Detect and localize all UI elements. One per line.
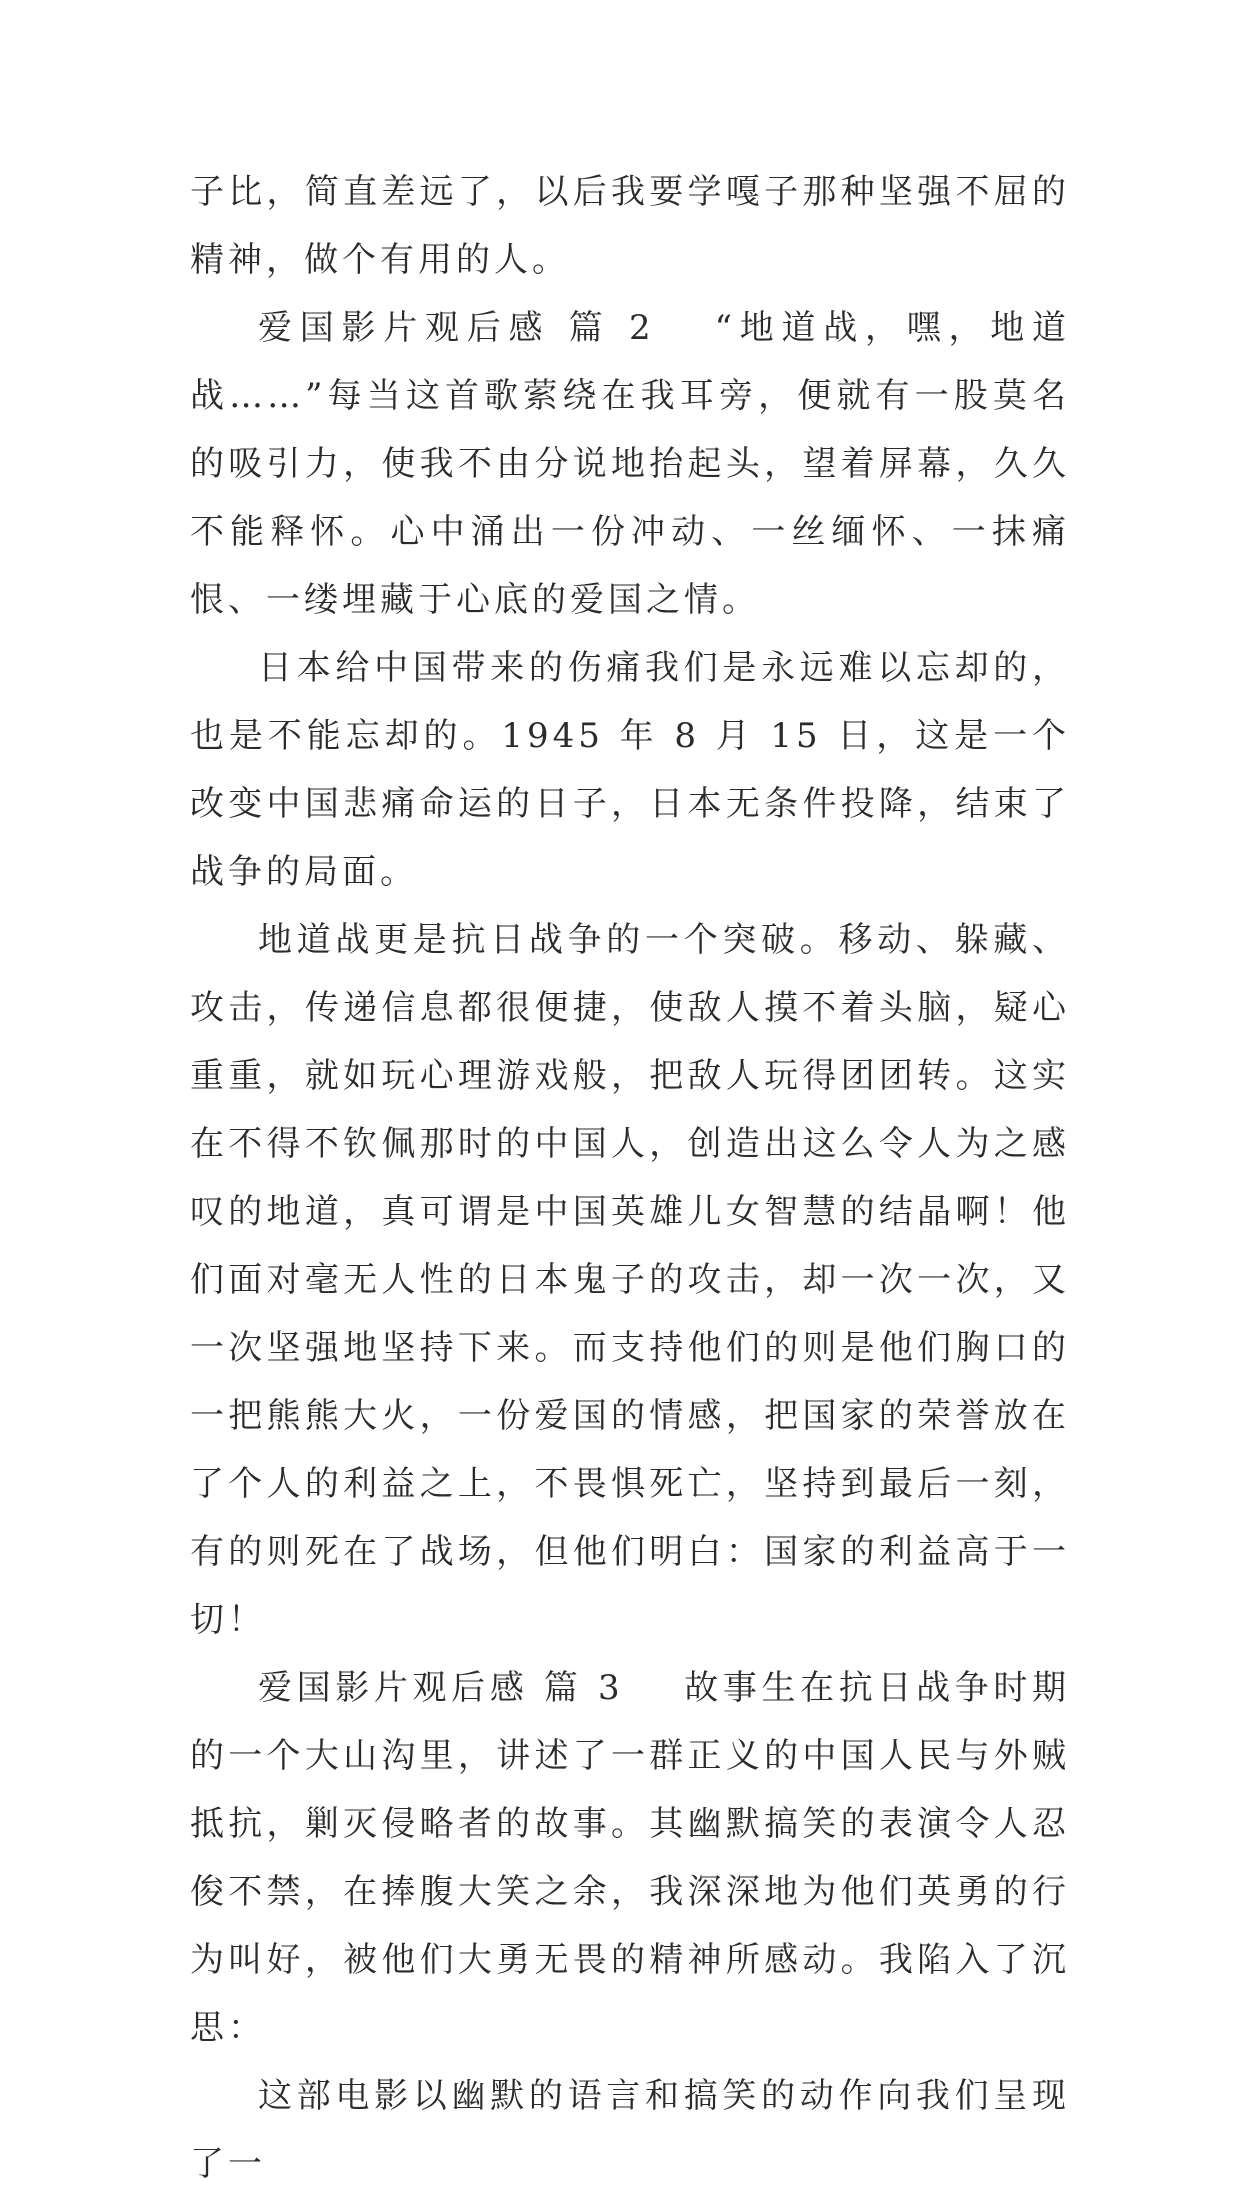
paragraph-section-3 — [190, 1654, 1070, 2062]
paragraph-continuation — [190, 158, 1070, 294]
paragraph-text: 故事生在抗日战争时期的一个大山沟里，讲述了一群正义的中国人民与外贼抵抗，剿灭侵略者的故事。其幽默搞笑的表演令人忍俊不禁，在捧腹大笑之余，我深深地为他们英勇的行为叫好，被他们大勇无畏的精神所感动。我陷入了沉思： — [190, 1668, 1070, 2048]
section-heading: 爱国影片观后感 篇 3 — [258, 1668, 624, 1708]
paragraph-text: 这部电影以幽默的语言和搞笑的动作向我们呈现了一 — [190, 2076, 1070, 2184]
paragraph — [190, 906, 1070, 1654]
paragraph-text: “地道战，嘿，地道战……”每当这首歌萦绕在我耳旁，便就有一股莫名的吸引力，使我不由分说地抬起头，望着屏幕，久久不能释怀。心中涌出一份冲动、一丝缅怀、一抹痛恨、一缕埋藏于心底的爱国之情。 — [190, 308, 1070, 620]
section-heading: 爱国影片观后感 篇 2 — [258, 308, 655, 348]
paragraph-text: 日本给中国带来的伤痛我们是永远难以忘却的，也是不能忘却的。1945 年 8 月 15 日，这是一个改变中国悲痛命运的日子，日本无条件投降，结束了战争的局面。 — [190, 648, 1070, 892]
paragraph-section-2 — [190, 294, 1070, 634]
paragraph-text: 子比，简直差远了，以后我要学嘎子那种坚强不屈的精神，做个有用的人。 — [190, 172, 1070, 280]
paragraph-text: 地道战更是抗日战争的一个突破。移动、躲藏、攻击，传递信息都很便捷，使敌人摸不着头脑，疑心重重，就如玩心理游戏般，把敌人玩得团团转。这实在不得不钦佩那时的中国人，创造出这么令人为之感叹的地道，真可谓是中国英雄儿女智慧的结晶啊！他们面对毫无人性的日本鬼子的攻击，却一次一次，又一次坚强地坚持下来。而支持他们的则是他们胸口的一把熊熊大火，一份爱国的情感，把国家的荣誉放在了个人的利益之上，不畏惧死亡，坚持到最后一刻，有的则死在了战场，但他们明白：国家的利益高于一切！ — [190, 920, 1070, 1640]
paragraph — [190, 634, 1070, 906]
article-body — [190, 158, 1070, 2198]
paragraph — [190, 2062, 1070, 2198]
